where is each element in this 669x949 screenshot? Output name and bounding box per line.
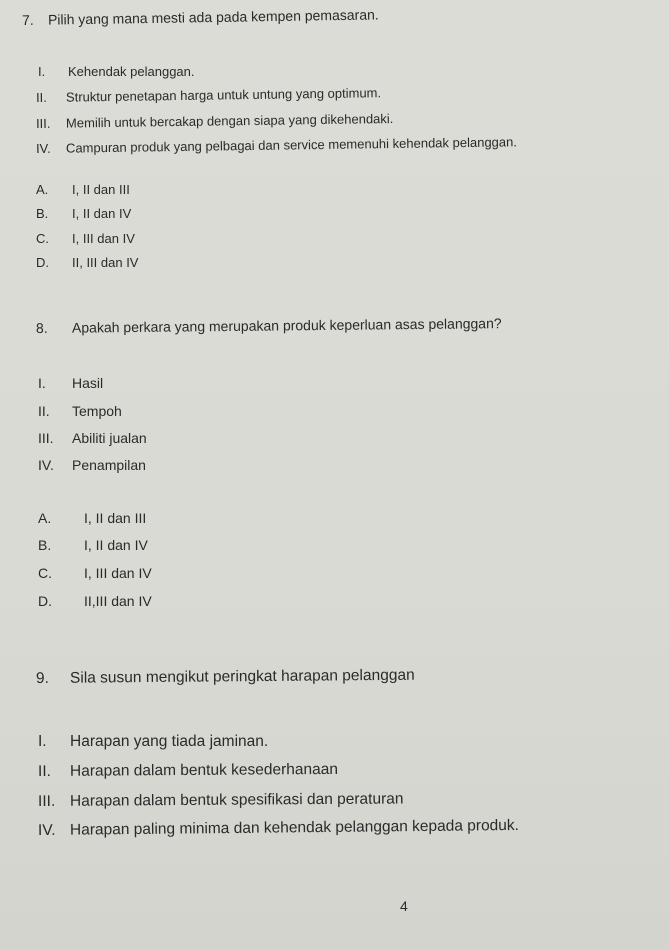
q9-item-1-num: I.: [38, 733, 47, 750]
q8-item-4-num: IV.: [38, 457, 54, 473]
q7-item-2-text: Struktur penetapan harga untuk untung yang optimum.: [65, 85, 382, 105]
question-9-text: Sila susun mengikut peringkat harapan pelanggan: [69, 666, 415, 687]
question-8-number: 8.: [35, 319, 48, 336]
q8-item-1-text: Hasil: [72, 375, 104, 391]
q7-option-a-label: A.: [36, 182, 49, 197]
q9-item-4-num: IV.: [37, 821, 56, 839]
question-8-text: Apakah perkara yang merupakan produk keperluan asas pelanggan?: [71, 315, 502, 336]
q7-option-a: [36, 182, 130, 197]
q8-item-4-text: Penampilan: [72, 457, 146, 473]
q8-item-4: [38, 457, 146, 473]
q7-item-2-num: II.: [35, 89, 47, 105]
q8-option-c: [38, 565, 152, 581]
q7-option-a-text: I, II dan III: [72, 182, 130, 197]
q7-option-d: [36, 255, 138, 270]
q7-option-b-text: I, II dan IV: [72, 206, 132, 221]
q8-option-d: [38, 593, 152, 609]
q7-option-d-text: II, III dan IV: [72, 255, 139, 270]
q8-option-c-label: C.: [38, 565, 52, 581]
q8-item-2-text: Tempoh: [72, 403, 122, 419]
q7-item-3: [36, 111, 394, 131]
question-9-title: [36, 667, 415, 688]
q9-item-4-text: Harapan paling minima dan kehendak pelanggan kepada produk.: [69, 816, 520, 839]
q8-item-2: [38, 403, 122, 419]
q8-item-3: [38, 430, 147, 446]
question-7-number: 7.: [21, 11, 34, 28]
q9-item-1: [38, 733, 268, 751]
q8-item-1-num: I.: [38, 375, 46, 391]
q9-item-4: [38, 817, 519, 840]
question-7-title: [22, 6, 379, 28]
q9-item-2: [38, 761, 338, 781]
q7-item-2: [36, 85, 381, 105]
q7-item-1: [38, 64, 195, 79]
q8-option-a-text: I, II dan III: [84, 510, 147, 526]
q8-option-d-text: II,III dan IV: [84, 593, 152, 609]
q8-option-b-label: B.: [38, 537, 52, 553]
q9-item-2-text: Harapan dalam bentuk kesederhanaan: [69, 760, 339, 780]
q7-option-b: [36, 206, 131, 221]
q8-item-3-text: Abiliti jualan: [72, 430, 147, 446]
q8-item-1: [38, 375, 103, 391]
q7-option-d-label: D.: [36, 255, 49, 270]
q9-item-3-num: III.: [37, 792, 56, 810]
q7-option-c-label: C.: [36, 231, 49, 246]
question-7-text: Pilih yang mana mesti ada pada kempen pemasaran.: [47, 6, 379, 28]
q7-item-1-num: I.: [38, 64, 46, 79]
q7-item-4: [36, 134, 517, 156]
q9-item-1-text: Harapan yang tiada jaminan.: [70, 733, 269, 750]
q8-option-d-label: D.: [38, 593, 52, 609]
q9-item-2-num: II.: [37, 762, 51, 780]
q8-item-3-num: III.: [38, 430, 54, 446]
q7-item-3-text: Memilih untuk bercakap dengan siapa yang dikehendaki.: [65, 111, 394, 131]
q9-item-3-text: Harapan dalam bentuk spesifikasi dan peraturan: [69, 790, 404, 810]
q7-option-c-text: I, III dan IV: [72, 231, 135, 246]
q8-item-2-num: II.: [38, 403, 50, 419]
q7-item-4-text: Campuran produk yang pelbagai dan service memenuhi kehendak pelanggan.: [65, 134, 518, 156]
question-9-number: 9.: [35, 669, 50, 687]
q7-option-c: [36, 231, 135, 246]
q8-option-c-text: I, III dan IV: [84, 565, 152, 581]
q8-option-a: [38, 510, 146, 526]
question-8-title: [36, 315, 502, 336]
q8-option-b: [38, 537, 148, 553]
page-number: 4: [400, 898, 408, 914]
q8-option-a-label: A.: [38, 510, 52, 526]
q9-item-3: [38, 790, 404, 811]
q8-option-b-text: I, II dan IV: [84, 537, 148, 553]
q7-option-b-label: B.: [36, 206, 49, 221]
q7-item-1-text: Kehendak pelanggan.: [68, 64, 195, 79]
q7-item-4-num: IV.: [35, 140, 51, 156]
q7-item-3-num: III.: [35, 115, 51, 131]
